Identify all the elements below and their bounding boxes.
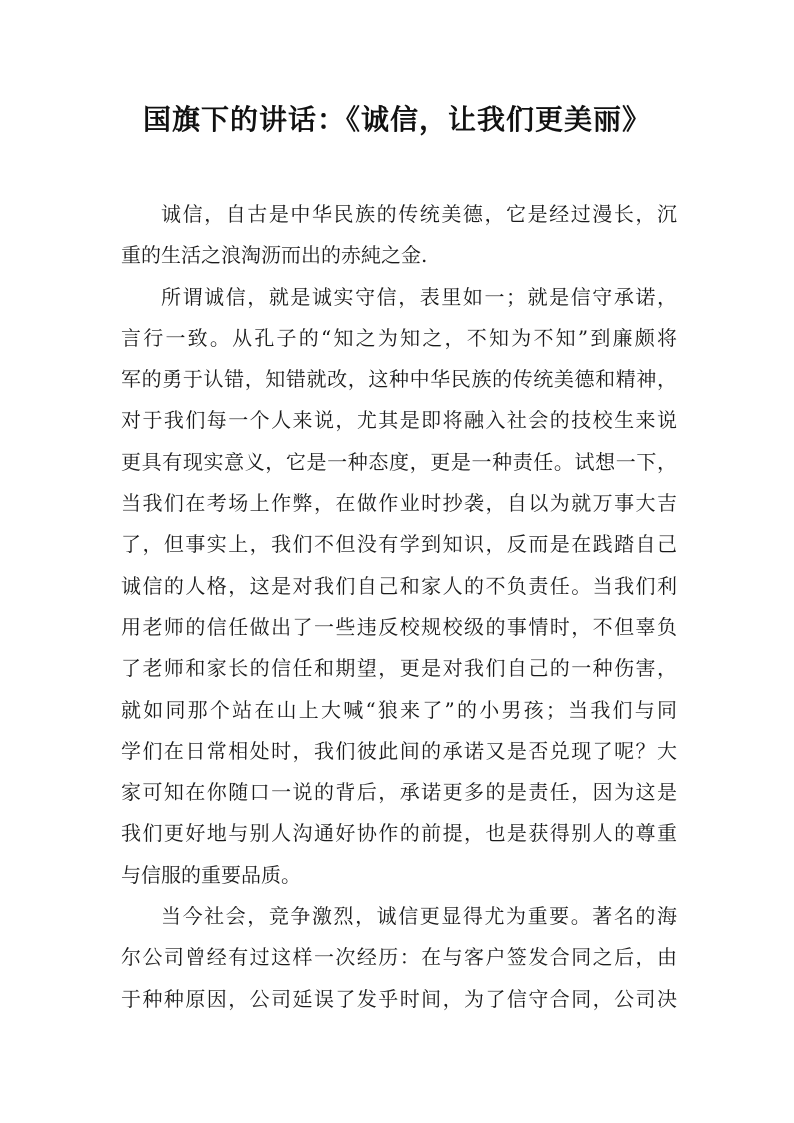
paragraph-line: 就如同那个站在山上大喊“狼来了”的小男孩；当我们与同	[121, 697, 677, 722]
paragraph-line: 于种种原因，公司延误了发乎时间，为了信守合同，公司决	[121, 986, 677, 1011]
paragraph-line: 学们在日常相处时，我们彼此间的承诺又是否兑现了呢？大	[121, 738, 677, 763]
paragraph-line: 对于我们每一个人来说，尤其是即将融入社会的技校生来说	[121, 408, 677, 433]
paragraph-line: 诚信的人格，这是对我们自己和家人的不负责任。当我们利	[121, 573, 677, 598]
paragraph-line: 我们更好地与别人沟通好协作的前提，也是获得别人的尊重	[121, 821, 677, 846]
paragraph-line: 尔公司曾经有过这样一次经历：在与客户签发合同之后，由	[121, 945, 677, 970]
paragraph-line: 当今社会，竞争激烈，诚信更显得尤为重要。著名的海	[161, 904, 677, 929]
paragraph-line: 重的生活之浪淘沥而出的赤純之金.	[121, 243, 428, 268]
page-title: 国旗下的讲话：《诚信，让我们更美丽》	[142, 103, 651, 136]
document-body	[121, 194, 677, 1020]
paragraph-line: 更具有现实意义，它是一种态度，更是一种责任。试想一下，	[121, 449, 677, 474]
paragraph-line: 军的勇于认错，知错就改，这种中华民族的传统美德和精神，	[121, 367, 677, 392]
paragraph-line: 用老师的信任做出了一些违反校规校级的事情时，不但辜负	[121, 614, 677, 639]
paragraph-line: 了，但事实上，我们不但没有学到知识，反而是在践踏自己	[121, 532, 677, 557]
paragraph-line: 与信服的重要品质。	[121, 862, 301, 887]
paragraph-line: 所谓诚信，就是诚实守信，表里如一；就是信守承诺，	[161, 284, 677, 309]
paragraph-line: 当我们在考场上作弊，在做作业时抄袭，自以为就万事大吉	[121, 491, 677, 516]
paragraph-line: 言行一致。从孔子的“知之为知之，不知为不知”到廉颇将	[121, 325, 677, 350]
paragraph-line: 了老师和家长的信任和期望，更是对我们自己的一种伤害，	[121, 656, 677, 681]
paragraph-line: 家可知在你随口一说的背后，承诺更多的是责任，因为这是	[121, 780, 677, 805]
paragraph-line: 诚信，自古是中华民族的传统美德，它是经过漫长，沉	[161, 202, 677, 226]
